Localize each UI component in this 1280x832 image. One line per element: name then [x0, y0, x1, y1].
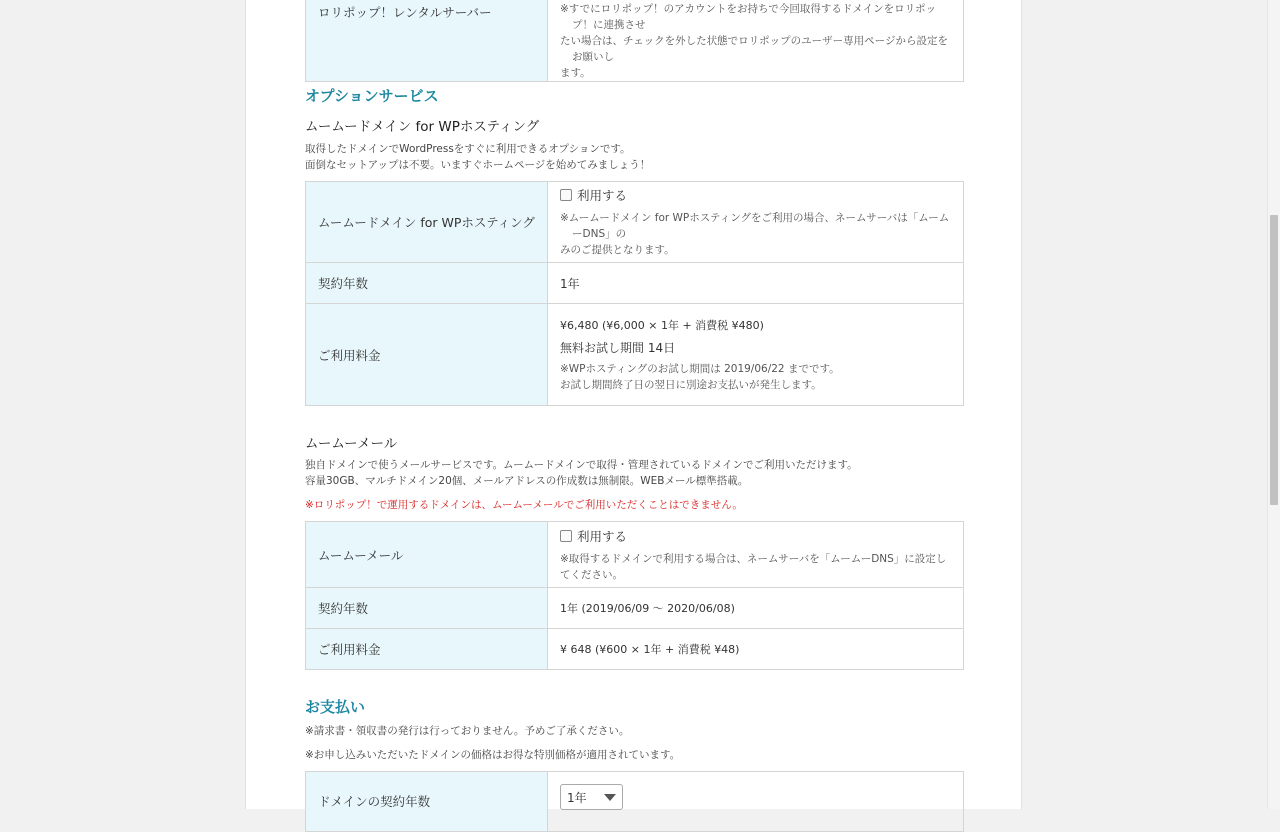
mail-term-label: 契約年数	[306, 588, 548, 629]
wp-trial-note: ※WPホスティングのお試し期間は 2019/06/22 までです。 お試し期間終了日の翌日に別途お支払いが発生します。	[560, 362, 840, 391]
mail-title: ムームーメール	[305, 436, 398, 452]
wp-term-label: 契約年数	[306, 263, 548, 304]
mail-description: 独自ドメインで使うメールサービスです。ムームードメインで取得・管理されているドメインでご利用いただけます。 容量30GB、マルチドメイン20個、メールアドレスの作成数は無制限。WEBメール標準搭載。	[305, 459, 858, 487]
payment-table	[305, 771, 964, 832]
table-row	[306, 629, 964, 670]
rental-server-table	[305, 0, 964, 82]
payment-table-wrap	[305, 771, 964, 832]
wp-trial-period: 無料お試し期間 14日	[560, 340, 676, 355]
payment-section-title: お支払い	[305, 698, 366, 716]
mail-table-wrap	[305, 521, 964, 670]
table-row	[306, 182, 964, 263]
domain-term-label: ドメインの契約年数	[306, 772, 548, 832]
domain-term-select[interactable]: 1年	[560, 784, 623, 810]
chevron-down-icon	[604, 794, 616, 801]
mail-service-note: ※取得するドメインで利用する場合は、ネームサーバを「ムームーDNS」に設定してください。	[560, 552, 947, 581]
mail-warning: ※ロリポップ！で運用するドメインは、ムームーメールでご利用いただくことはできません。	[305, 499, 743, 511]
payment-note-invoice: ※請求書・領収書の発行は行っておりません。予めご了承ください。	[305, 725, 630, 737]
wp-hosting-title: ムームードメイン for WPホスティング	[305, 119, 540, 135]
wp-hosting-table-wrap	[305, 181, 964, 406]
wp-service-label: ムームードメイン for WPホスティング	[306, 182, 548, 263]
mail-service-label: ムームーメール	[306, 522, 548, 588]
mail-table	[305, 521, 964, 670]
table-row	[306, 304, 964, 406]
page-content	[245, 0, 1022, 809]
checkbox-icon[interactable]	[560, 530, 572, 542]
wp-term-value: 1年	[548, 263, 964, 304]
mail-term-value: 1年 (2019/06/09 〜 2020/06/08)	[548, 588, 964, 629]
rental-server-note: ※すでにロリポップ！のアカウントをお持ちで今回取得するドメインをロリポップ！に連携させ たい場合は、チェックを外した状態でロリポップのユーザー専用ページから設定をお願いし ます。	[560, 3, 948, 79]
wp-use-checkbox[interactable]: 利用する	[560, 186, 627, 204]
table-row	[306, 588, 964, 629]
wp-fee-value: ¥6,480 (¥6,000 × 1年 + 消費税 ¥480)	[560, 318, 764, 332]
mail-use-checkbox[interactable]: 利用する	[560, 527, 627, 545]
table-row	[306, 522, 964, 588]
payment-note-price: ※お申し込みいただいたドメインの価格はお得な特別価格が適用されています。	[305, 749, 681, 761]
checkbox-icon[interactable]	[560, 189, 572, 201]
option-section-title: オプションサービス	[305, 87, 439, 105]
mail-fee-label: ご利用料金	[306, 629, 548, 670]
scrollbar-thumb[interactable]	[1270, 215, 1278, 505]
vertical-scrollbar[interactable]	[1267, 0, 1280, 809]
wp-fee-label: ご利用料金	[306, 304, 548, 406]
wp-hosting-table	[305, 181, 964, 406]
table-row	[306, 263, 964, 304]
rental-server-label: ロリポップ！レンタルサーバー	[306, 0, 548, 82]
mail-fee-value: ¥ 648 (¥600 × 1年 + 消費税 ¥48)	[548, 629, 964, 670]
wp-service-note: ※ムームードメイン for WPホスティングをご利用の場合、ネームサーバは「ムームーDNS」の みのご提供となります。	[560, 212, 950, 256]
wp-hosting-description: 取得したドメインでWordPressをすぐに利用できるオプションです。 面倒なセットアップは不要。いますぐホームページを始めてみましょう！	[305, 143, 651, 171]
table-row	[306, 772, 964, 832]
rental-server-table-wrap	[305, 0, 964, 82]
